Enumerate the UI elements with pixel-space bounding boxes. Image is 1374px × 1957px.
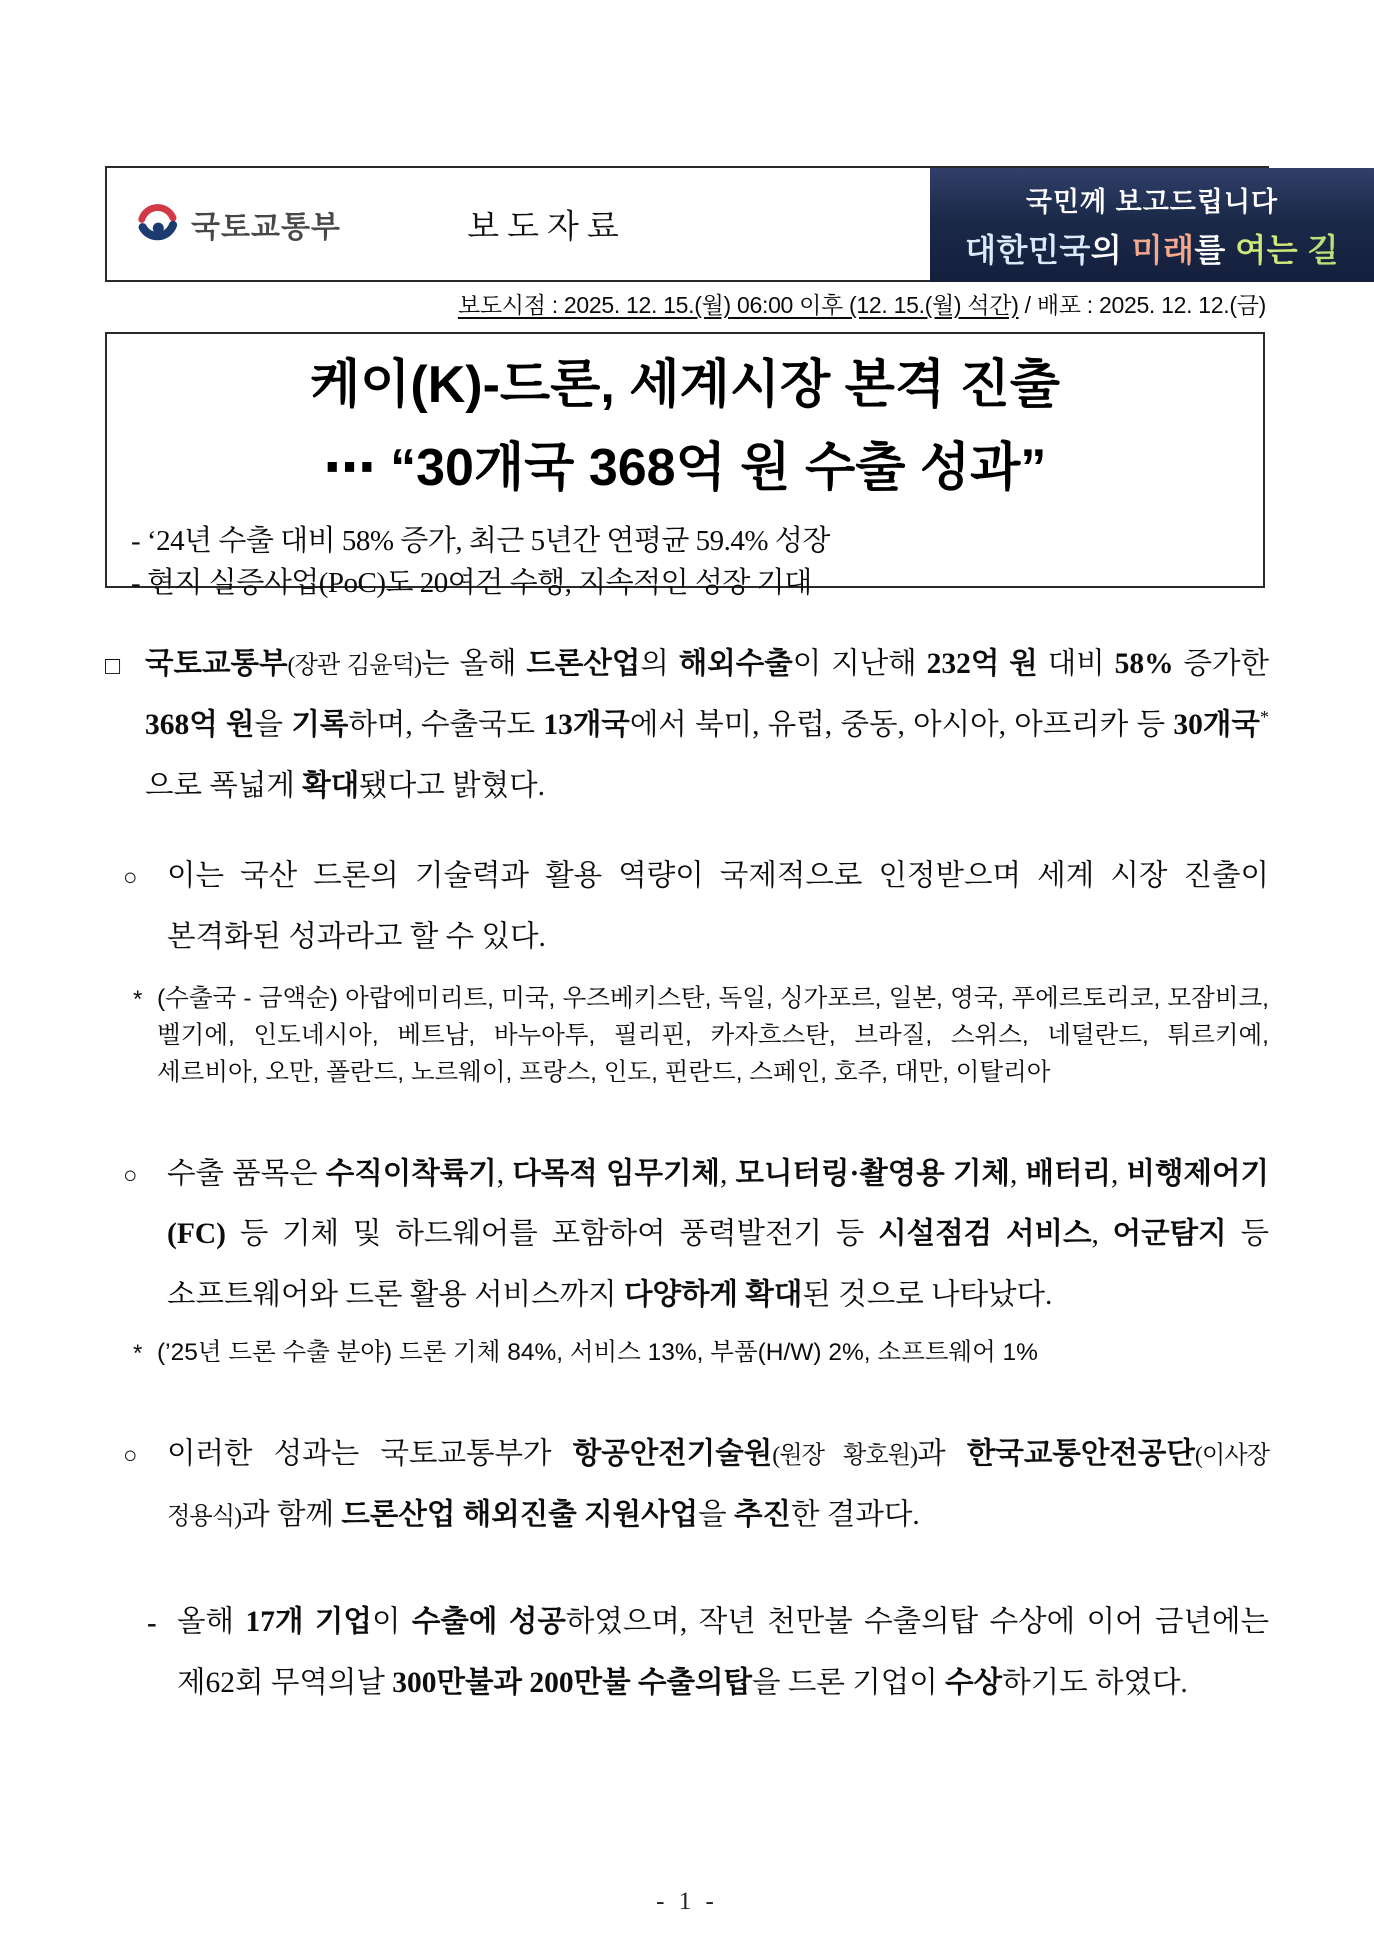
embargo-release-time: 보도시점 : 2025. 12. 15.(월) 06:00 이후 (12. 15.(월) 석간)	[457, 292, 1019, 318]
circle-bullet: ○	[123, 1443, 138, 1470]
footnote-export-share	[133, 1334, 1269, 1372]
circle-bullet: ○	[123, 1162, 138, 1189]
headline-line2: ⋯ “30개국 368억 원 수출 성과”	[323, 439, 1047, 498]
headline-subpoint: - ‘24년 수출 대비 58% 증가, 최근 5년간 연평균 59.4% 성장	[131, 525, 830, 558]
ministry-logo-block	[133, 201, 341, 247]
paragraph-export-items	[123, 1144, 1269, 1326]
banner-slogan-line2: 대한민국의 미래를 여는 길	[965, 231, 1339, 268]
embargo-distribution: / 배포 : 2025. 12. 12.(금)	[1018, 292, 1266, 318]
molit-taegeuk-logo-icon	[133, 201, 179, 247]
headline-subpoints	[131, 520, 1263, 604]
paragraph-overview-text: 국토교통부(장관 김윤덕)는 올해 드론산업의 해외수출이 지난해 232억 원 대비 58% 증가한 368억 원을 기록하며, 수출국도 13개국에서 북미, 유럽, 중동, 아시아, 아프리카 등 30개국*으로 폭넓게 확대됐다고 밝혔다.	[145, 648, 1270, 802]
asterisk-marker: *	[133, 985, 143, 1013]
headline-subpoint: - 현지 실증사업(PoC)도 20여건 수행, 지속적인 성장 기대	[131, 567, 812, 600]
square-bullet: □	[105, 652, 121, 680]
footnote-export-countries-text: (수출국 - 금액순) 아랍에미리트, 미국, 우즈베키스탄, 독일, 싱가포르, 일본, 영국, 푸에르토리코, 모잠비크, 벨기에, 인도네시아, 베트남, 바누아투, 필리핀, 카자흐스탄, 브라질, 스위스, 네덜란드, 튀르키예, 세르비아, 오만, 폴란드, 노르웨이, 프랑스, 인도, 핀란드, 스페인, 호주, 대만, 이탈리아	[157, 984, 1269, 1087]
government-banner	[930, 168, 1374, 282]
title-box	[105, 332, 1265, 600]
document-body	[105, 634, 1269, 1713]
paragraph-tech-text: 이는 국산 드론의 기술력과 활용 역량이 국제적으로 인정받으며 세계 시장 진출이 본격화된 성과라고 할 수 있다.	[167, 860, 1269, 954]
paragraph-export-items-text: 수출 품목은 수직이착륙기, 다목적 임무기체, 모니터링·촬영용 기체, 배터리, 비행제어기(FC) 등 기체 및 하드웨어를 포함하여 풍력발전기 등 시설점검 서비스, 어군탐지 등 소프트웨어와 드론 활용 서비스까지 다양하게 확대된 것으로 나타났다.	[167, 1157, 1270, 1312]
paragraph-partners-text: 이러한 성과는 국토교통부가 항공안전기술원(원장 황호원)과 한국교통안전공단(이사장 정용식)과 함께 드론산업 해외진출 지원사업을 추진한 결과다.	[167, 1438, 1270, 1532]
paragraph-awards	[147, 1592, 1269, 1714]
banner-slogan-line1: 국민께 보고드립니다	[1025, 186, 1279, 217]
circle-bullet: ○	[123, 865, 138, 892]
page-number: - 1 -	[656, 1888, 718, 1915]
paragraph-overview	[105, 634, 1269, 816]
doc-type-label: 보도자료	[467, 209, 627, 246]
paragraph-partners	[123, 1424, 1269, 1546]
paragraph-tech	[123, 846, 1269, 968]
ministry-name: 국토교통부	[191, 211, 341, 244]
headline-line1: 케이(K)-드론, 세계시장 본격 진출	[309, 356, 1061, 414]
footnote-export-share-text: (’25년 드론 수출 분야) 드론 기체 84%, 서비스 13%, 부품(H/W) 2%, 소프트웨어 1%	[157, 1338, 1038, 1366]
embargo-line	[458, 287, 1266, 320]
footnote-export-countries	[133, 980, 1269, 1092]
dash-bullet: -	[147, 1606, 157, 1639]
asterisk-marker: *	[133, 1339, 143, 1367]
paragraph-awards-text: 올해 17개 기업이 수출에 성공하였으며, 작년 천만불 수출의탑 수상에 이어 금년에는 제62회 무역의날 300만불과 200만불 수출의탑을 드론 기업이 수상하기도 하였다.	[177, 1605, 1269, 1699]
